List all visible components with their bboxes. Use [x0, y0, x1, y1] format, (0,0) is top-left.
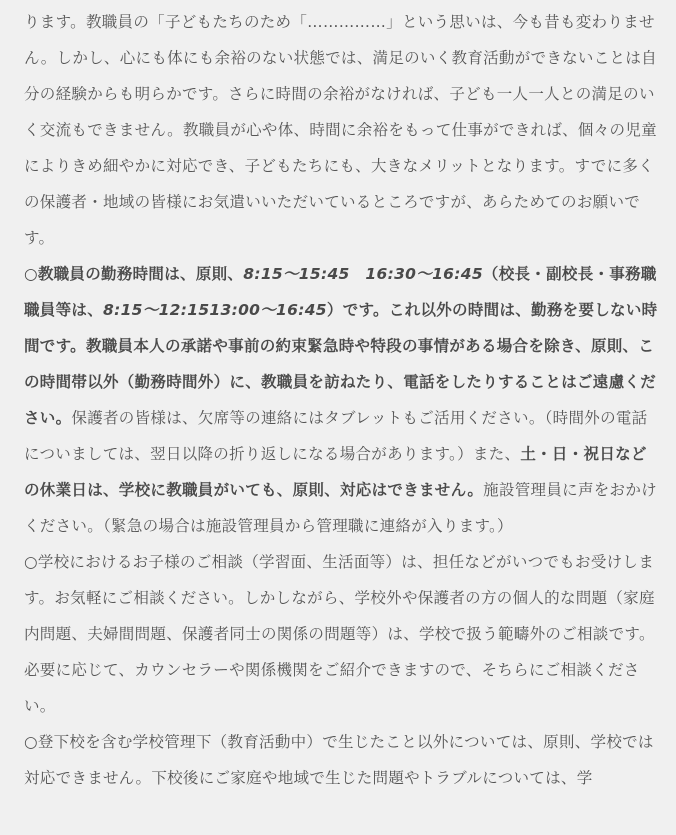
paragraph-intro: ります。教職員の「子どもたちのため「……………」という思いは、今も昔も変わりません。しかし、心にも体にも余裕のない状態では、満足のいく教育活動ができないことは自分の経験からも明らかです。さらに時間の余裕がなければ、子ども一人一人との満足のいく交流もできません。教職員が心や体、時間に余裕をもって仕事ができれば、個々の児童によりきめ細やかに対応でき、子どもたちにも、大きなメリットとなります。すでに多くの保護者・地域の皆様にお気遣いいただいているところですが、あらためてのお願いです。: [24, 13, 657, 247]
facility-manager-note: 施設管理員に声をおかけください。（緊急の場合は施設管理員から管理職に連絡が入ります。）: [24, 481, 657, 535]
holiday-notice: 土・日・祝日などの休業日は、学校に教職員がいても、原則、対応はできません。: [24, 445, 647, 499]
staff-hours: 8:15〜12:1513:00〜16:45: [103, 301, 327, 319]
after-hours-request: ）です。これ以外の時間は、勤務を要しない時間です。教職員本人の承諾や事前の約束緊急時や特段の事情がある場合を除き、原則、この時間帯以外（勤務時間外）に、教職員を訪ねたり、電話をしたりすることはご遠慮ください。: [24, 301, 658, 427]
working-hours-heading: ○教職員の勤務時間は、原則、: [24, 265, 244, 283]
staff-hours-label: （校長・副校長・事務職職員等は、: [24, 265, 657, 319]
paragraph-school-management: ○登下校を含む学校管理下（教育活動中）で生じたこと以外については、原則、学校では対応できません。下校後にご家庭や地域で生じた問題やトラブルについては、学: [24, 733, 654, 787]
paragraph-working-hours: [24, 256, 662, 544]
teacher-hours: 8:15〜15:45 16:30〜16:45: [243, 265, 483, 283]
contact-note: 保護者の皆様は、欠席等の連絡にはタブレットもご活用ください。（時間外の電話につい​ましては、翌日以降の折り返しになる場合がありま​す。）また、: [24, 409, 648, 463]
paragraph-consultation: ○学校におけるお子様のご相談（学習面、生活面等）は、担任などがいつでもお受けします。お気軽にご相談ください。しかしながら、学校外や保護者の方の個人的な問題（家庭内問題、夫婦間問題、保護者同士の関係の問題等）は、学校で扱う範疇外のご相談です。必要に応じて、カウンセラーや関係機関をご紹介できますので、そちらにご相談ください。: [24, 553, 655, 715]
